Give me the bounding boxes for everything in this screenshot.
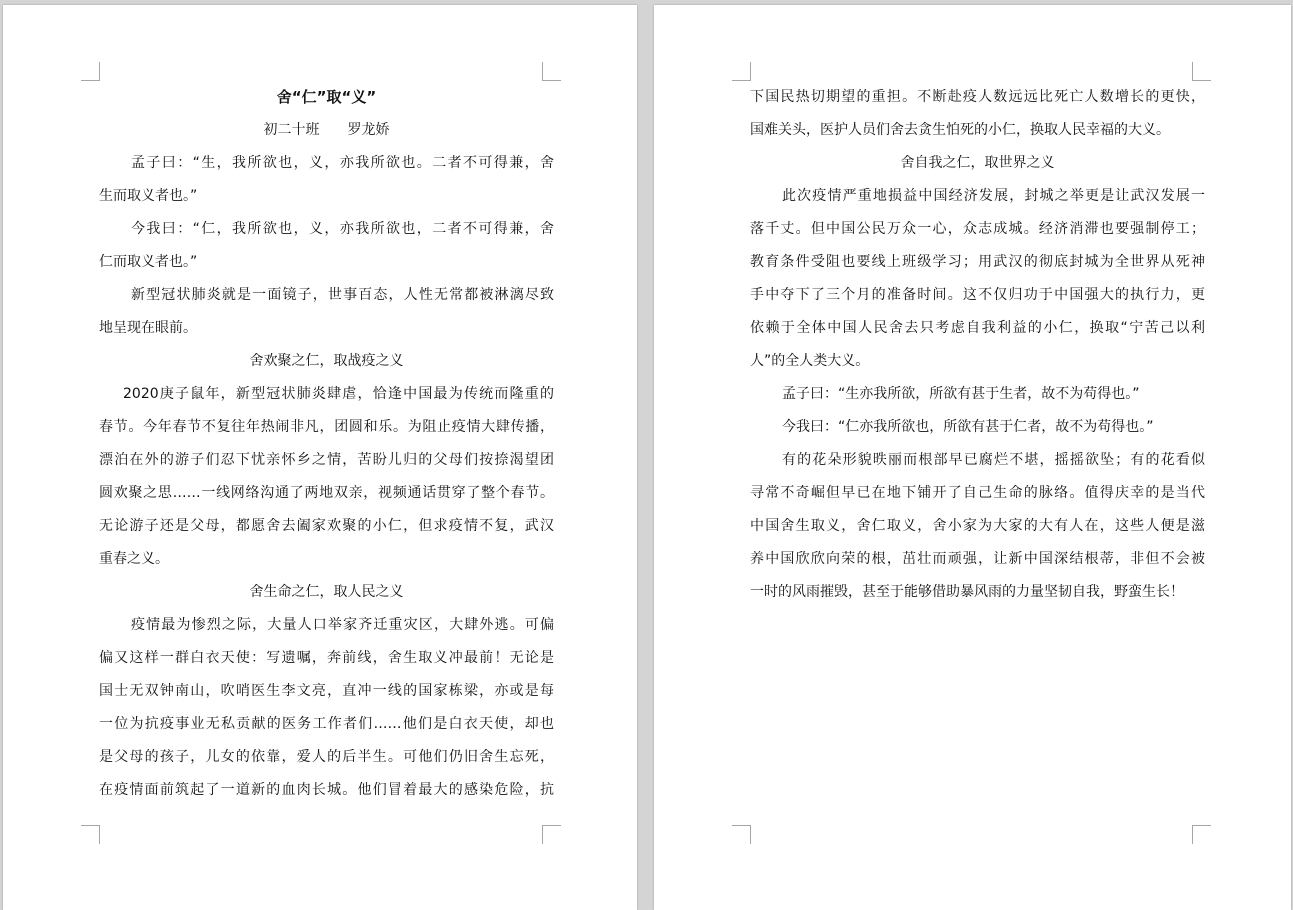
paragraph-line: 春节。今年春节不复往年热闹非凡，团圆和乐。为阻止疫情大肆传播，	[99, 419, 554, 435]
quote-line: 今我曰：“仁亦我所欲也，所欲有甚于仁者，故不为苟得也。”	[782, 419, 1154, 435]
crop-mark-top-right	[542, 62, 561, 81]
document-page-1[interactable]	[3, 5, 637, 910]
section-heading: 舍自我之仁，取世界之义	[900, 155, 1055, 171]
document-title: 舍“仁”取“义”	[276, 88, 377, 106]
crop-mark-top-right	[1192, 62, 1211, 81]
paragraph-line: 地呈现在眼前。	[99, 320, 197, 336]
paragraph-line: 圆欢聚之思……一线网络沟通了两地双亲，视频通话贯穿了整个春节。	[99, 485, 554, 501]
paragraph-line: 仁而取义者也。”	[99, 254, 198, 270]
paragraph-line: 养中国欣欣向荣的根，茁壮而顽强，让新中国深结根蒂，非但不会被	[750, 551, 1205, 567]
paragraph-line: 落千丈。但中国公民万众一心，众志成城。经济消滞也要强制停工；	[750, 221, 1205, 237]
paragraph-line: 一位为抗疫事业无私贡献的医务工作者们……他们是白衣天使，却也	[99, 716, 554, 732]
crop-mark-bottom-right	[542, 825, 561, 844]
paragraph-line: 疫情最为惨烈之际，大量人口举家齐迁重灾区，大肆外逃。可偏	[131, 617, 554, 633]
document-page-2[interactable]	[654, 5, 1291, 910]
crop-mark-bottom-left	[81, 825, 100, 844]
section-heading: 舍生命之仁，取人民之义	[249, 584, 404, 600]
paragraph-line: 国难关头，医护人员们舍去贪生怕死的小仁，换取人民幸福的大义。	[750, 122, 1170, 138]
crop-mark-bottom-left	[732, 825, 751, 844]
paragraph-line: 一时的风雨摧毁，甚至于能够借助暴风雨的力量坚韧自我，野蛮生长！	[750, 584, 1184, 600]
paragraph-line: 下国民热切期望的重担。不断赴疫人数远远比死亡人数增长的更快，	[750, 89, 1205, 105]
paragraph-line: 国士无双钟南山，吹哨医生李文亮，直冲一线的国家栋梁，亦或是每	[99, 683, 554, 699]
paragraph-line: 漂泊在外的游子们忍下忧亲怀乡之情，苦盼儿归的父母们按捺渴望团	[99, 452, 554, 468]
paragraph-line: 此次疫情严重地损益中国经济发展，封城之举更是让武汉发展一	[782, 188, 1205, 204]
paragraph-line: 孟子曰：“生，我所欲也，义，亦我所欲也。二者不可得兼，舍	[131, 155, 554, 171]
paragraph-line: 重春之义。	[99, 551, 169, 567]
paragraph-line: 人”的全人类大义。	[750, 353, 870, 369]
paragraph-line: 教育条件受阻也要线上班级学习；用武汉的彻底封城为全世界从死神	[750, 254, 1205, 270]
paragraph-line: 新型冠状肺炎就是一面镜子，世事百态，人性无常都被淋漓尽致	[131, 287, 554, 303]
section-heading: 舍欢聚之仁，取战疫之义	[249, 353, 404, 369]
crop-mark-top-left	[732, 62, 751, 81]
paragraph-line: 2020庚子鼠年，新型冠状肺炎肆虐，恰逢中国最为传统而隆重的	[123, 386, 554, 402]
paragraph-line: 依赖于全体中国人民舍去只考虑自我利益的小仁，换取“宁苦己以利	[750, 320, 1205, 336]
paragraph-line: 偏又这样一群白衣天使：写遗嘱，奔前线，舍生取义冲最前！无论是	[99, 650, 554, 666]
paragraph-line: 手中夺下了三个月的准备时间。这不仅归功于中国强大的执行力，更	[750, 287, 1205, 303]
paragraph-line: 生而取义者也。”	[99, 188, 198, 204]
paragraph-line: 有的花朵形貌昳丽而根部早已腐烂不堪，摇摇欲坠；有的花看似	[782, 452, 1205, 468]
paragraph-line: 今我曰：“仁，我所欲也，义，亦我所欲也，二者不可得兼，舍	[131, 221, 554, 237]
author-line: 初二十班 罗龙娇	[263, 122, 390, 138]
crop-mark-bottom-right	[1192, 825, 1211, 844]
paragraph-line: 在疫情面前筑起了一道新的血肉长城。他们冒着最大的感染危险，抗	[99, 782, 554, 798]
quote-line: 孟子曰：“生亦我所欲，所欲有甚于生者，故不为苟得也。”	[782, 386, 1140, 402]
paragraph-line: 中国舍生取义，舍仁取义，舍小家为大家的大有人在，这些人便是滋	[750, 518, 1205, 534]
paragraph-line: 无论游子还是父母，都愿舍去阖家欢聚的小仁，但求疫情不复，武汉	[99, 518, 554, 534]
paragraph-line: 寻常不奇崛但早已在地下铺开了自己生命的脉络。值得庆幸的是当代	[750, 485, 1205, 501]
crop-mark-top-left	[81, 62, 100, 81]
paragraph-line: 是父母的孩子，儿女的依靠，爱人的后半生。可他们仍旧舍生忘死，	[99, 749, 554, 765]
